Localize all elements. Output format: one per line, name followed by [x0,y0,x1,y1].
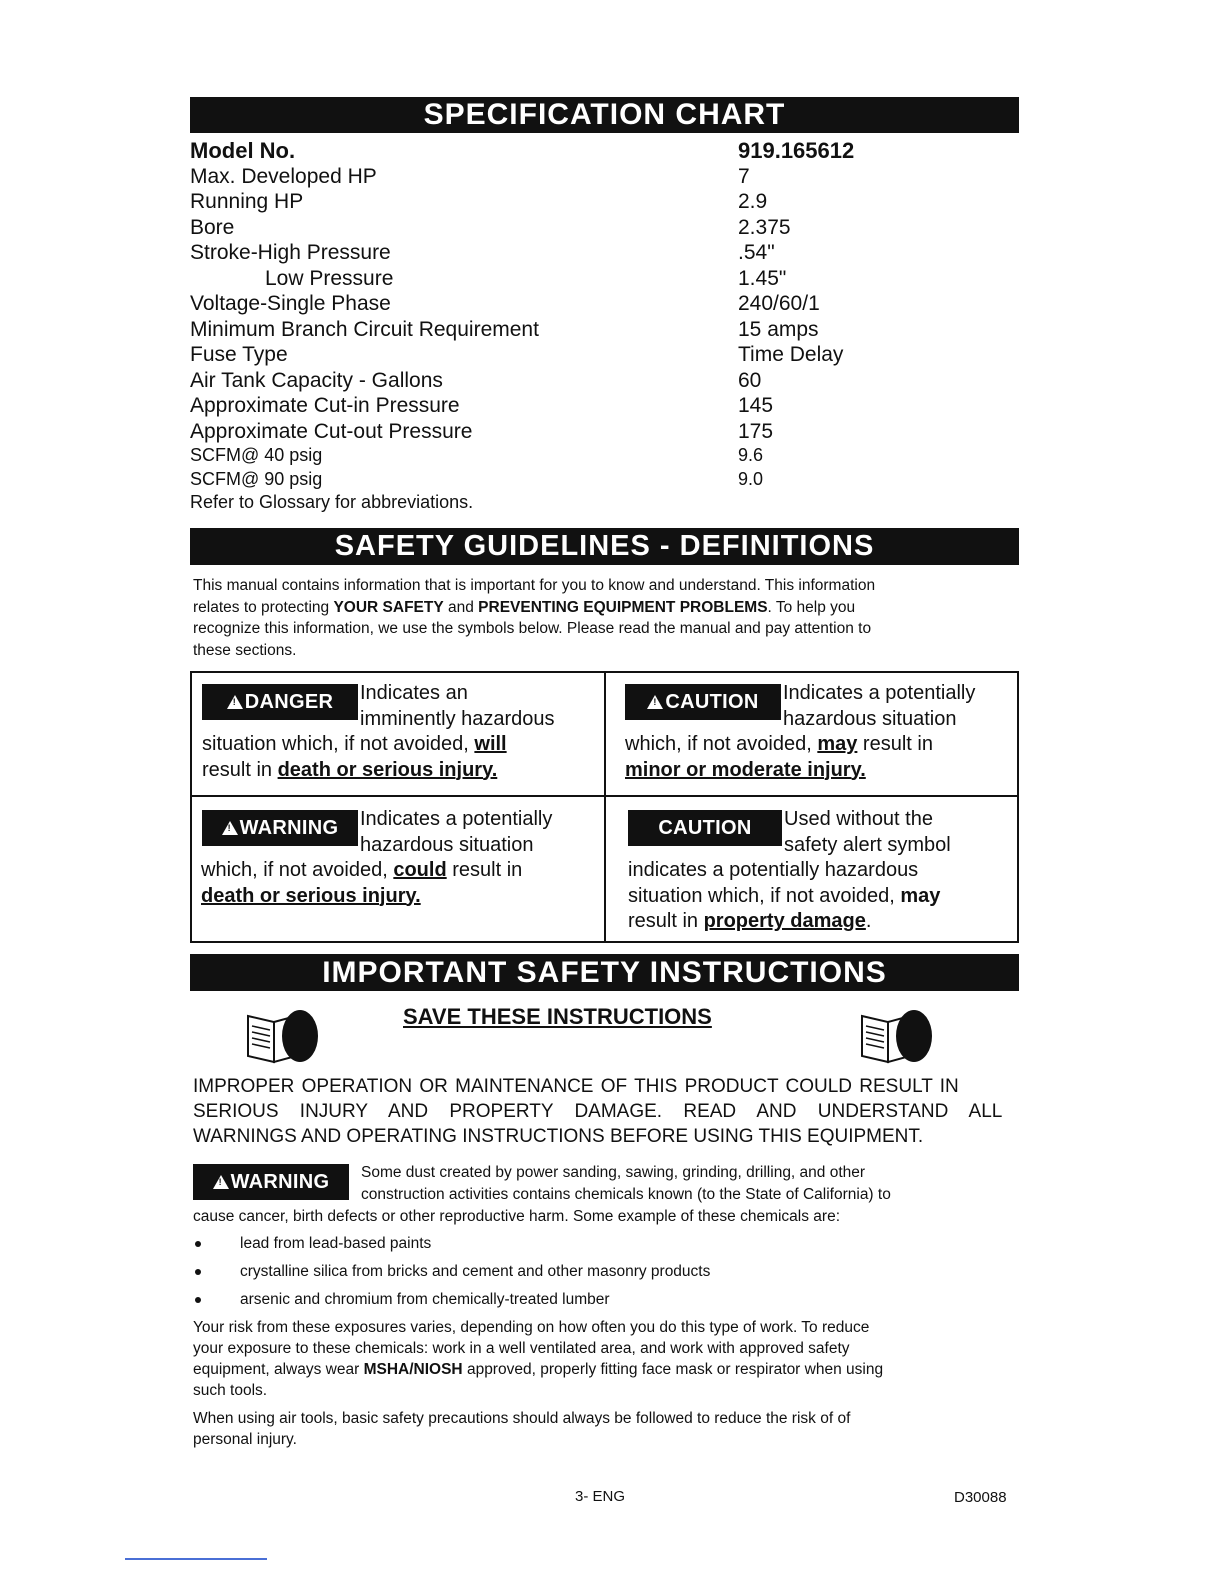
definition-line: imminently hazardous [360,707,555,730]
definition-emphasis: death or serious injury. [201,884,421,907]
spec-row [190,189,1019,215]
paragraph-text: equipment, always wear [193,1361,364,1378]
danger-definition [360,681,555,732]
spec-value: 145 [738,394,774,417]
list-item-text: arsenic and chromium from chemically-treated lumber [240,1291,610,1308]
intro-bold: YOUR SAFETY [333,598,444,616]
bullet-icon [195,1269,201,1275]
chemical-list [193,1233,1013,1317]
caution-plain-definition-cont [628,858,940,935]
document-code: D30088 [954,1489,1007,1506]
definition-emphasis: will [474,733,507,755]
spec-value: 1.45" [738,266,787,290]
spec-label: Minimum Branch Circuit Requirement [190,317,539,341]
spec-value: 240/60/1 [738,292,820,315]
intro-text: and [443,598,479,616]
spec-row [190,291,1019,317]
safety-guidelines-title: SAFETY GUIDELINES - DEFINITIONS [334,530,875,562]
spec-label: Fuse Type [190,343,288,366]
spec-label: Max. Developed HP [190,164,377,188]
definition-line: Indicates a potentially [360,808,553,830]
definition-line: safety alert symbol [784,833,951,856]
spec-label: Approximate Cut-in Pressure [190,394,460,417]
spec-row [190,468,1019,492]
definition-emphasis: death or serious injury. [277,758,498,781]
manual-book-icon [244,1004,320,1066]
footer-rule [125,1558,267,1560]
intro-text: . To help you [767,598,856,616]
spec-row [190,444,1019,468]
spec-label: Approximate Cut-out Pressure [190,419,473,443]
definitions-grid [190,671,1019,943]
definition-text: result in [446,859,523,881]
danger-definition-cont [202,732,507,783]
definition-emphasis: minor or moderate injury. [625,758,866,781]
alert-triangle-icon [227,695,243,709]
spec-value: 15 amps [738,317,819,341]
paragraph-text: approved, properly fitting face mask or respirator when using [462,1361,884,1378]
paragraph-bold: MSHA/NIOSH [363,1361,463,1378]
improper-operation-warning [193,1074,1017,1149]
paragraph-line [193,1359,1013,1380]
spec-label: Bore [190,215,235,239]
spec-row [190,215,1019,241]
spec-row [190,240,1019,266]
alert-triangle-icon [222,821,238,835]
spec-value: .54" [738,241,775,264]
intro-text: relates to protecting [193,598,334,616]
paragraph-line: Your risk from these exposures varies, depending on how often you do this type of work. To reduce [193,1319,870,1336]
spec-value: 60 [738,368,762,392]
spec-table [190,138,1019,491]
grid-divider [604,673,606,941]
definition-line [628,909,940,935]
definition-text: situation which, if not avoided, [628,884,901,907]
exposure-risk-paragraph [193,1317,1013,1401]
spec-label: Stroke-High Pressure [190,241,391,264]
important-instructions-header [190,954,1019,991]
paragraph-line: personal injury. [193,1431,297,1448]
intro-bold: PREVENTING EQUIPMENT PROBLEMS [478,598,768,616]
definition-text: result in [628,910,704,932]
definition-line [625,758,933,784]
spec-label: Running HP [190,190,304,213]
danger-badge [202,684,358,720]
air-tools-paragraph [193,1408,1013,1450]
definition-emphasis: may [900,884,941,907]
caution-plain-badge-label: CAUTION [658,817,752,839]
spec-label: Low Pressure [265,266,394,290]
spec-note: Refer to Glossary for abbreviations. [190,492,474,512]
spec-row [190,266,1019,292]
warning-badge-label: WARNING [239,817,339,839]
caps-line: WARNINGS AND OPERATING INSTRUCTIONS BEFORE USING THIS EQUIPMENT. [193,1126,924,1147]
grid-divider [192,795,1017,797]
caps-line: IMPROPER OPERATION OR MAINTENANCE OF THIS PRODUCT COULD RESULT IN [193,1076,959,1097]
caution-alert-definition-cont [625,732,933,783]
spec-row [190,419,1019,445]
definition-line: Indicates an [360,682,468,704]
definition-emphasis: may [817,733,858,755]
spec-value: 175 [738,419,774,443]
spec-label: Model No. [190,138,296,163]
important-instructions-title: IMPORTANT SAFETY INSTRUCTIONS [322,956,887,989]
spec-row [190,138,1019,164]
safety-guidelines-header [190,528,1019,565]
definition-text: situation which, if not avoided, [202,733,475,755]
definition-text: which, if not avoided, [201,859,394,881]
definition-line [202,732,507,758]
spec-label: SCFM@ 90 psig [190,468,323,489]
definition-text: which, if not avoided, [625,733,818,755]
definition-line [202,758,507,784]
intro-line: This manual contains information that is important for you to know and understand. This information [193,577,876,594]
spec-value: 7 [738,164,750,188]
alert-triangle-icon [647,695,663,709]
list-item [193,1233,1013,1261]
caution-alert-definition [783,681,975,732]
spec-label: SCFM@ 40 psig [190,445,323,465]
definition-line: Used without the [784,808,933,830]
definition-line: hazardous situation [783,707,957,730]
definition-emphasis: property damage [703,910,866,932]
warning-line: construction activities contains chemicals known (to the State of California) to [361,1186,891,1203]
spec-value: 9.6 [738,445,764,465]
definition-line [201,884,522,910]
spec-value: 919.165612 [738,138,855,163]
definition-line [628,884,940,910]
bullet-icon [195,1297,201,1303]
intro-line: these sections. [193,641,297,659]
list-item-text: crystalline silica from bricks and cement and other masonry products [240,1263,711,1280]
definition-text: result in [202,758,278,781]
definition-line: indicates a potentially hazardous [628,859,919,881]
spec-value: 2.375 [738,215,791,239]
spec-row [190,342,1019,368]
list-item [193,1289,1013,1317]
caps-line: SERIOUS INJURY AND PROPERTY DAMAGE. READ AND UNDERSTAND ALL [193,1101,1003,1122]
spec-row [190,317,1019,343]
warning-line: cause cancer, birth defects or other reproductive harm. Some example of these chemicals are: [193,1208,841,1225]
danger-badge-label: DANGER [244,691,334,713]
definition-line: Indicates a potentially [783,682,976,704]
paragraph-line: When using air tools, basic safety precautions should always be followed to reduce the risk of of [193,1410,851,1427]
spec-label: Voltage-Single Phase [190,292,391,315]
definition-text: . [865,910,872,932]
spec-chart-header [190,97,1019,133]
manual-book-icon [858,1004,934,1066]
save-instructions-heading: SAVE THESE INSTRUCTIONS [403,1004,712,1029]
list-item-text: lead from lead-based paints [240,1235,432,1252]
definition-text: result in [857,733,933,755]
dust-warning-text [193,1162,1013,1228]
spec-chart-title: SPECIFICATION CHART [423,98,786,131]
caution-alert-badge [625,684,781,720]
spec-row [190,393,1019,419]
definition-line [625,732,933,758]
warning-badge [202,810,358,846]
safety-intro [193,575,1013,661]
spec-row [190,368,1019,394]
spec-value: 9.0 [738,468,764,489]
paragraph-line: your exposure to these chemicals: work in a well ventilated area, and work with approved safety [193,1340,850,1357]
warning-definition-cont [201,858,522,909]
warning-definition [360,807,552,858]
paragraph-line: such tools. [193,1382,268,1399]
spec-value: 2.9 [738,190,768,213]
warning-badge-label: WARNING [230,1171,330,1193]
caution-plain-badge [628,810,782,846]
list-item [193,1261,1013,1289]
caution-plain-definition [784,807,951,858]
intro-line: recognize this information, we use the symbols below. Please read the manual and pay attention to [193,620,872,637]
page-number: 3- ENG [575,1488,626,1505]
definition-emphasis: could [393,859,447,881]
caution-badge-label: CAUTION [665,691,759,713]
definition-line [201,858,522,884]
warning-line: Some dust created by power sanding, sawing, grinding, drilling, and other [361,1164,866,1181]
spec-row [190,164,1019,190]
spec-label: Air Tank Capacity - Gallons [190,368,443,392]
intro-line [193,597,1013,619]
definition-line: hazardous situation [360,833,534,856]
bullet-icon [195,1241,201,1247]
spec-value: Time Delay [738,343,844,366]
